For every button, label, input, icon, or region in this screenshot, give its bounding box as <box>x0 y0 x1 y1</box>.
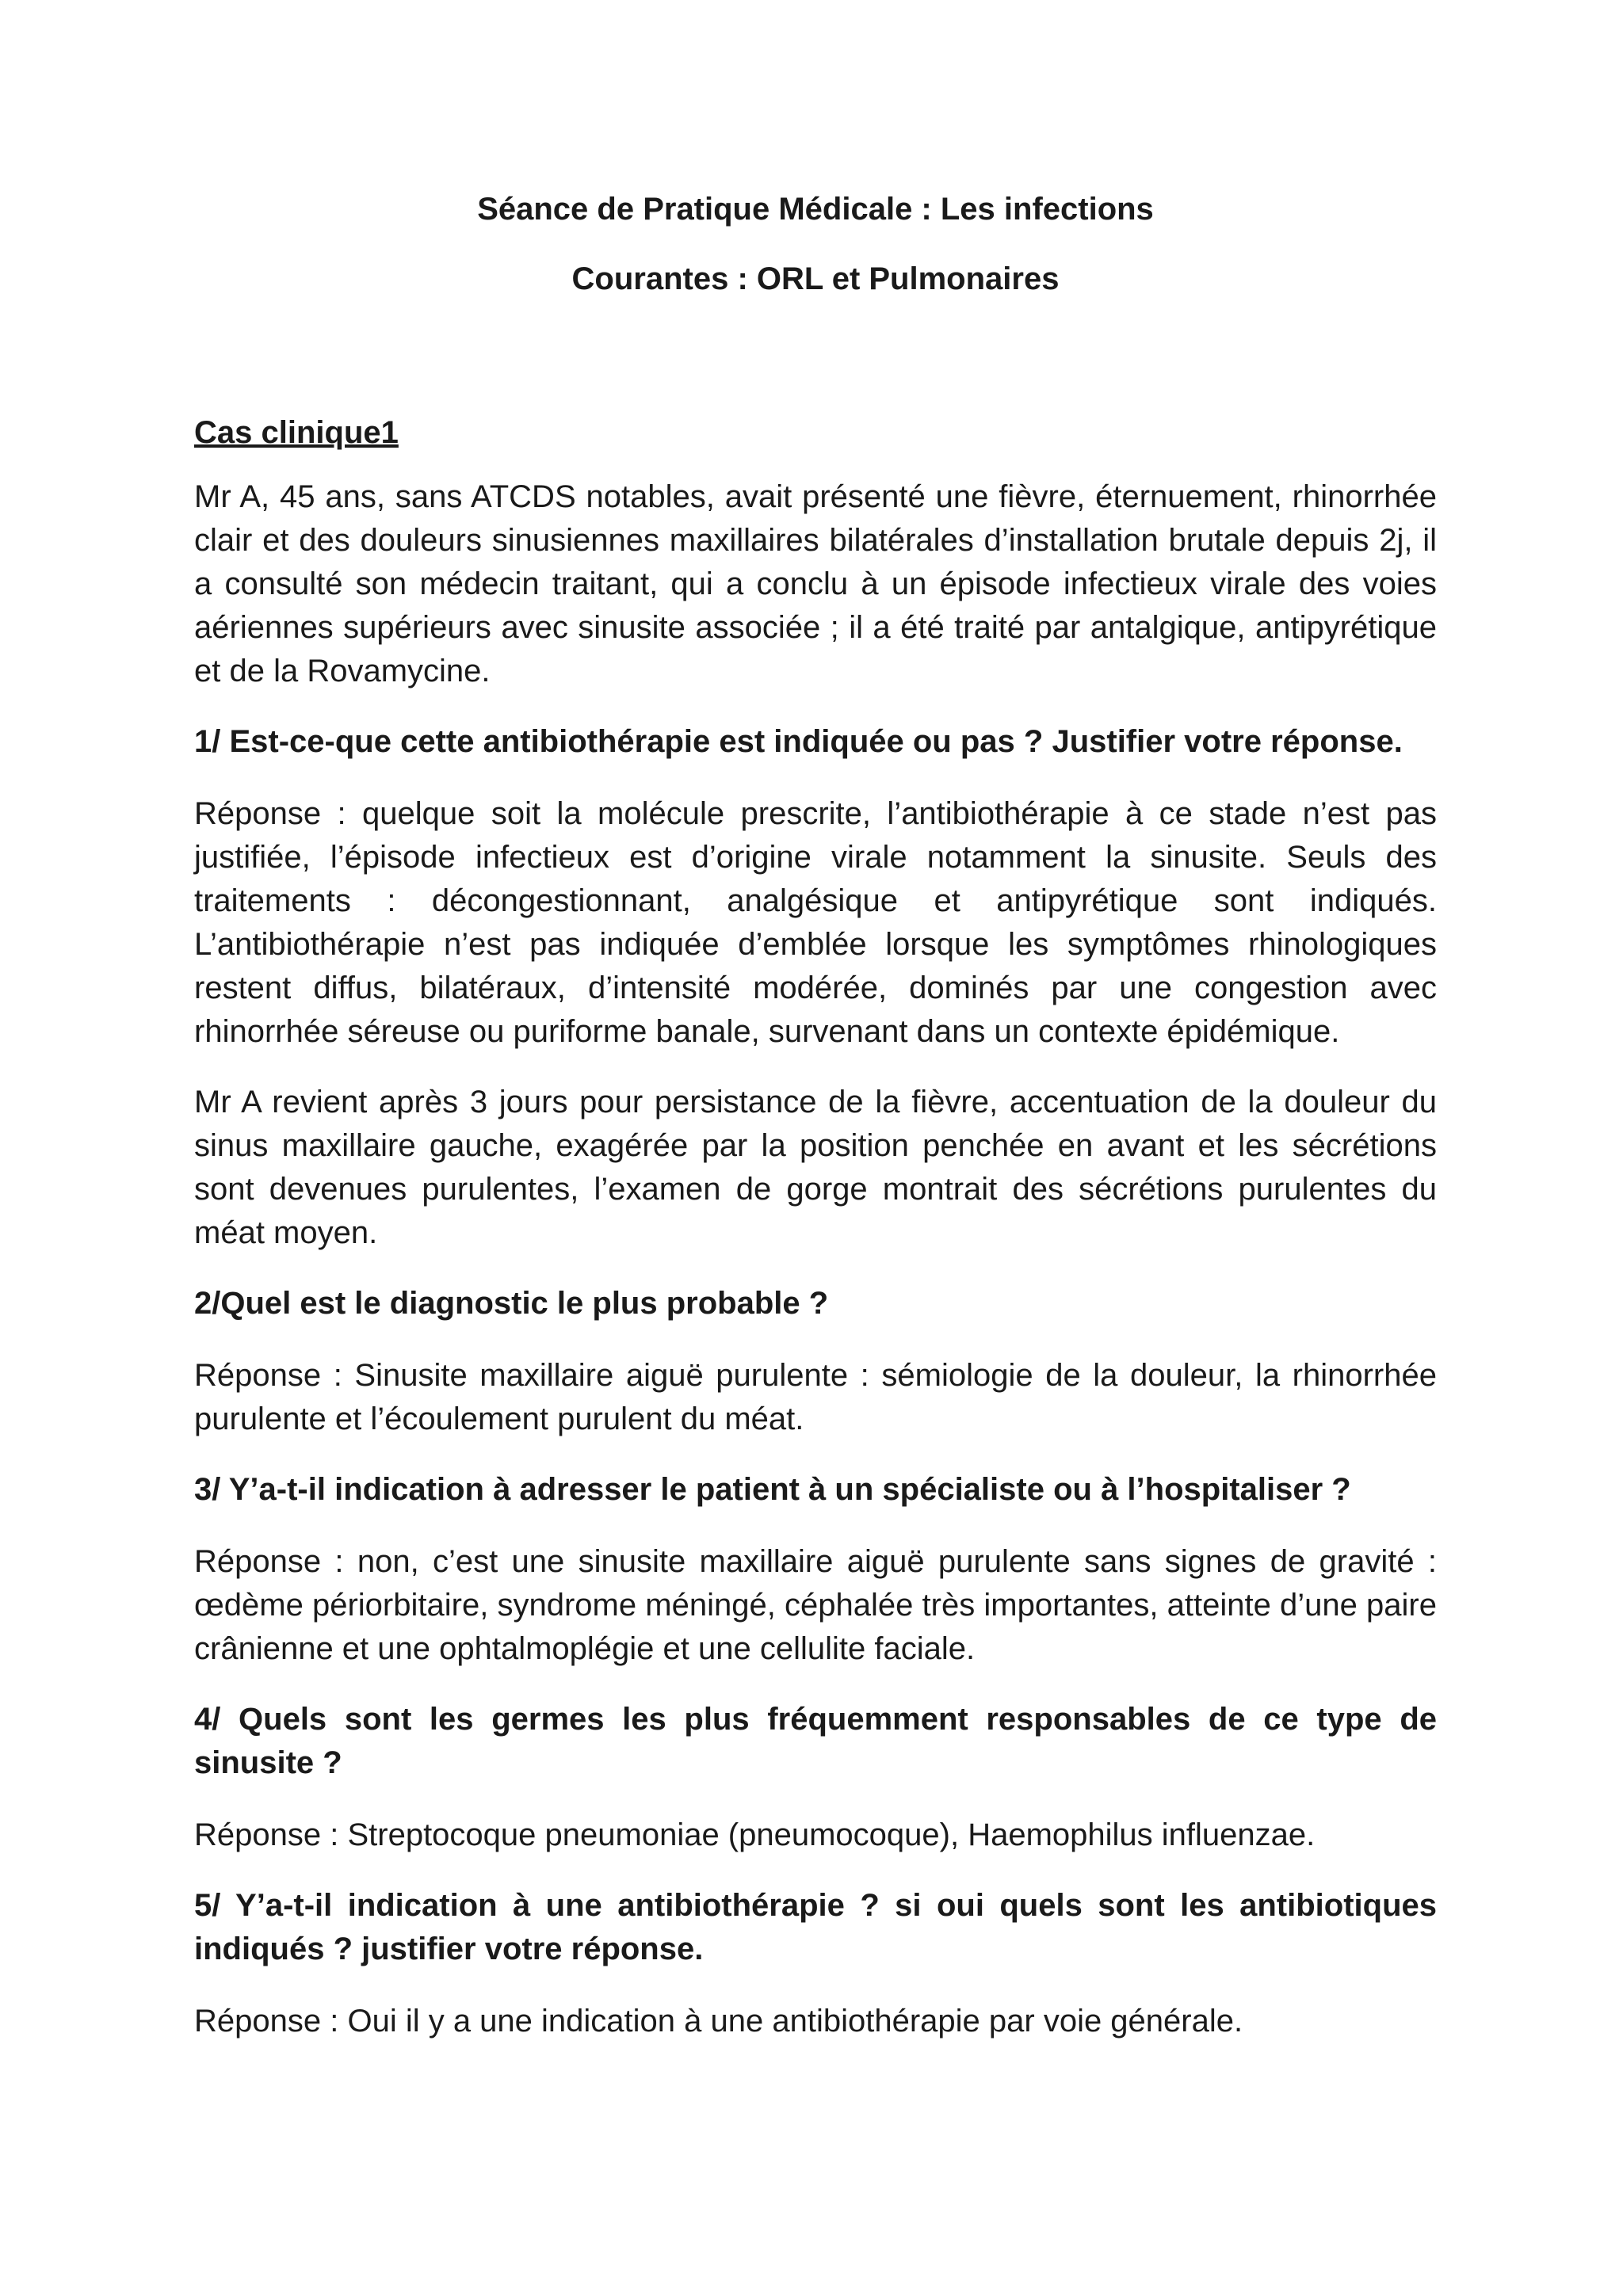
answer-5: Réponse : Oui il y a une indication à une antibiothérapie par voie générale. <box>194 2004 1243 2039</box>
case-heading: Cas clinique1 <box>194 415 399 450</box>
document-title-line1: Séance de Pratique Médicale : Les infections <box>477 192 1154 227</box>
document-title-line2: Courantes : ORL et Pulmonaires <box>571 261 1060 296</box>
case-intro-paragraph: Mr A, 45 ans, sans ATCDS notables, avait présenté une fièvre, éternuement, rhinorrhée clair et des douleurs sinusiennes maxillaires bilatérales d’installation brutale depuis 2j, il a consulté son médecin traitant, qui a conclu à un épisode infectieux virale des voies aériennes supérieurs avec sinusite associée ; il a été traité par antalgique, antipyrétique et de la Rovamycine. <box>194 479 1437 688</box>
answer-4: Réponse : Streptocoque pneumoniae (pneumocoque), Haemophilus influenzae. <box>194 1817 1316 1852</box>
answer-3: Réponse : non, c’est une sinusite maxillaire aiguë purulente sans signes de gravité : œdème périorbitaire, syndrome méningé, céphalée très importantes, atteinte d’une paire crânienne et une ophtalmoplégie et une cellulite faciale. <box>194 1544 1437 1666</box>
document-content <box>194 182 1437 2043</box>
answer-1: Réponse : quelque soit la molécule prescrite, l’antibiothérapie à ce stade n’est pas justifiée, l’épisode infectieux est d’origine virale notamment la sinusite. Seuls des traitements : décongestionnant, analgésique et antipyrétique sont indiqués. L’antibiothérapie n’est pas indiquée d’emblée lorsque les symptômes rhinologiques restent diffus, bilatéraux, d’intensité modérée, dominés par une congestion avec rhinorrhée séreuse ou puriforme banale, survenant dans un contexte épidémique. <box>194 796 1437 1049</box>
question-5: 5/ Y’a-t-il indication à une antibiothérapie ? si oui quels sont les antibiotiques indiqués ? justifier votre réponse. <box>194 1888 1437 1966</box>
followup-paragraph: Mr A revient après 3 jours pour persistance de la fièvre, accentuation de la douleur du sinus maxillaire gauche, exagérée par la position penchée en avant et les sécrétions sont devenues purulentes, l’examen de gorge montrait des sécrétions purulentes du méat moyen. <box>194 1085 1437 1250</box>
question-4: 4/ Quels sont les germes les plus fréquemment responsables de ce type de sinusite ? <box>194 1702 1437 1780</box>
answer-2: Réponse : Sinusite maxillaire aiguë purulente : sémiologie de la douleur, la rhinorrhée purulente et l’écoulement purulent du méat. <box>194 1358 1437 1436</box>
question-2: 2/Quel est le diagnostic le plus probable ? <box>194 1286 829 1321</box>
question-1: 1/ Est-ce-que cette antibiothérapie est indiquée ou pas ? Justifier votre réponse. <box>194 724 1403 759</box>
question-3: 3/ Y’a-t-il indication à adresser le patient à un spécialiste ou à l’hospitaliser ? <box>194 1472 1351 1507</box>
